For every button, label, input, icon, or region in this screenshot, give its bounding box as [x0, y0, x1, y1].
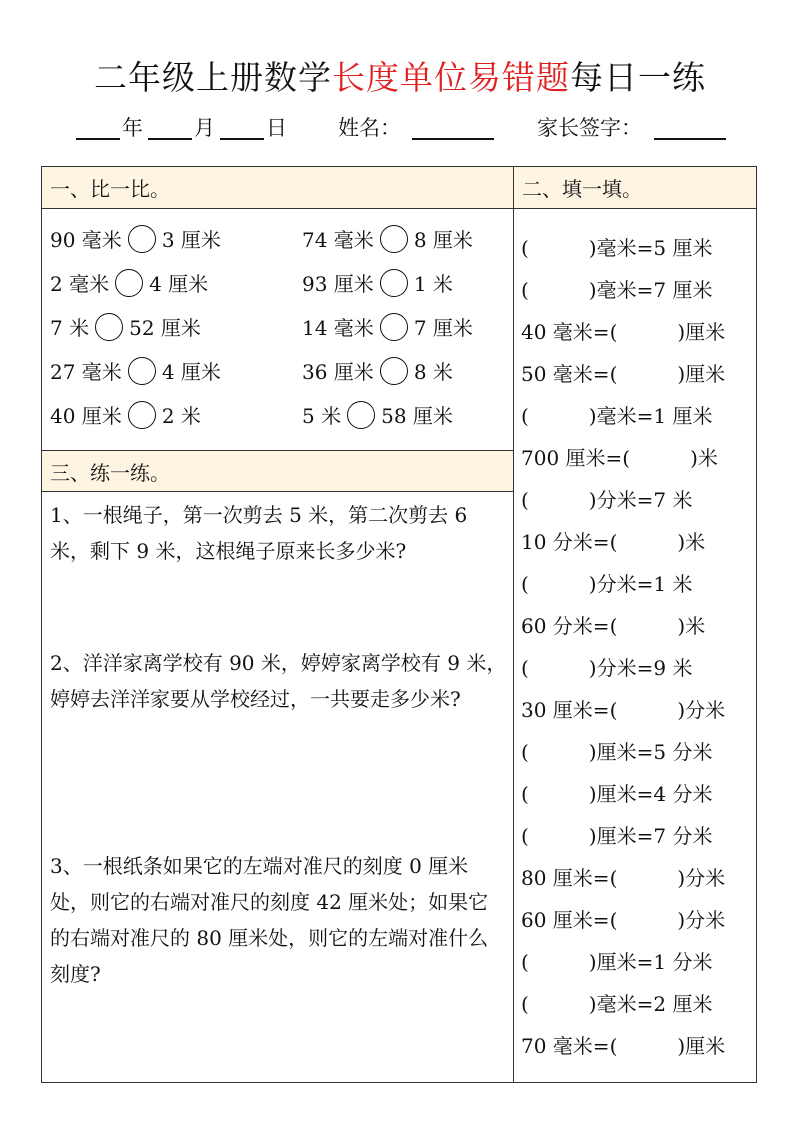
compare-item: 90 毫米 3 厘米 — [50, 226, 221, 256]
title-part1: 二年级上册数学 — [94, 58, 332, 97]
fill-item[interactable]: 80 厘米=( )分米 — [521, 866, 726, 890]
compare-circle[interactable] — [128, 225, 156, 253]
fill-item[interactable]: ( )毫米=7 厘米 — [521, 278, 713, 302]
question-3: 3、一根纸条如果它的左端对准尺的刻度 0 厘米处，则它的右端对准尺的刻度 42 厘米处；如果它的右端对准尺的 80 厘米处，则它的左端对准什么刻度? — [50, 854, 489, 986]
compare-circle[interactable] — [128, 357, 156, 385]
section3-heading: 三、练一练。 — [50, 460, 170, 485]
fill-item[interactable]: ( )分米=9 米 — [521, 656, 693, 680]
name-label: 姓名： — [338, 116, 401, 140]
fill-item[interactable]: ( )毫米=2 厘米 — [521, 992, 713, 1016]
fill-item[interactable]: ( )分米=1 米 — [521, 572, 693, 596]
compare-circle[interactable] — [380, 269, 408, 297]
month-label: 月 — [194, 116, 215, 140]
section2-heading: 二、填一填。 — [522, 177, 642, 201]
title-part3: 每日一练 — [570, 58, 706, 97]
compare-item: 2 毫米 4 厘米 — [50, 270, 208, 300]
fill-item[interactable]: 700 厘米=( )米 — [521, 446, 718, 470]
compare-circle[interactable] — [115, 269, 143, 297]
fill-item[interactable]: 10 分米=( )米 — [521, 530, 706, 554]
compare-circle[interactable] — [380, 225, 408, 253]
compare-item: 93 厘米 1 米 — [302, 270, 453, 300]
compare-circle[interactable] — [347, 401, 375, 429]
year-label: 年 — [122, 116, 143, 140]
compare-circle[interactable] — [95, 313, 123, 341]
fill-item[interactable]: 50 毫米=( )厘米 — [521, 362, 726, 386]
compare-item: 40 厘米 2 米 — [50, 402, 201, 432]
parent-sign-blank[interactable] — [654, 114, 726, 140]
fill-item[interactable]: ( )厘米=7 分米 — [521, 824, 713, 848]
compare-circle[interactable] — [380, 357, 408, 385]
fill-item[interactable]: 60 分米=( )米 — [521, 614, 706, 638]
compare-circle[interactable] — [128, 401, 156, 429]
section3-header — [42, 450, 513, 492]
fill-item[interactable]: 70 毫米=( )厘米 — [521, 1034, 726, 1058]
fill-item[interactable]: ( )厘米=1 分米 — [521, 950, 713, 974]
fill-item[interactable]: ( )厘米=5 分米 — [521, 740, 713, 764]
fill-item[interactable]: ( )毫米=1 厘米 — [521, 404, 713, 428]
fill-item[interactable]: 30 厘米=( )分米 — [521, 698, 726, 722]
day-blank[interactable] — [220, 114, 264, 140]
compare-item: 36 厘米 8 米 — [302, 358, 453, 388]
compare-item: 74 毫米 8 厘米 — [302, 226, 473, 256]
column-divider — [513, 166, 514, 1083]
month-blank[interactable] — [148, 114, 192, 140]
page-title — [0, 52, 800, 99]
question-1: 1、一根绳子，第一次剪去 5 米，第二次剪去 6 米，剩下 9 米，这根绳子原来长多少米? — [50, 503, 468, 563]
name-blank[interactable] — [412, 114, 494, 140]
day-label: 日 — [266, 116, 287, 140]
question-2: 2、洋洋家离学校有 90 米，婷婷家离学校有 9 米，婷婷去洋洋家要从学校经过，一共要走多少米? — [50, 651, 507, 711]
section1-header — [42, 167, 513, 209]
title-highlight: 长度单位易错题 — [332, 58, 570, 97]
compare-item: 7 米 52 厘米 — [50, 314, 201, 344]
section2-header — [514, 167, 756, 209]
section1-heading: 一、比一比。 — [50, 177, 170, 201]
fill-item[interactable]: 40 毫米=( )厘米 — [521, 320, 726, 344]
compare-item: 14 毫米 7 厘米 — [302, 314, 473, 344]
fill-item[interactable]: ( )毫米=5 厘米 — [521, 236, 713, 260]
compare-item: 5 米 58 厘米 — [302, 402, 453, 432]
compare-circle[interactable] — [380, 313, 408, 341]
year-blank[interactable] — [76, 114, 120, 140]
parent-sign-label: 家长签字： — [537, 116, 642, 140]
fill-item[interactable]: ( )分米=7 米 — [521, 488, 693, 512]
fill-item[interactable]: 60 厘米=( )分米 — [521, 908, 726, 932]
compare-item: 27 毫米 4 厘米 — [50, 358, 221, 388]
fill-item[interactable]: ( )厘米=4 分米 — [521, 782, 713, 806]
